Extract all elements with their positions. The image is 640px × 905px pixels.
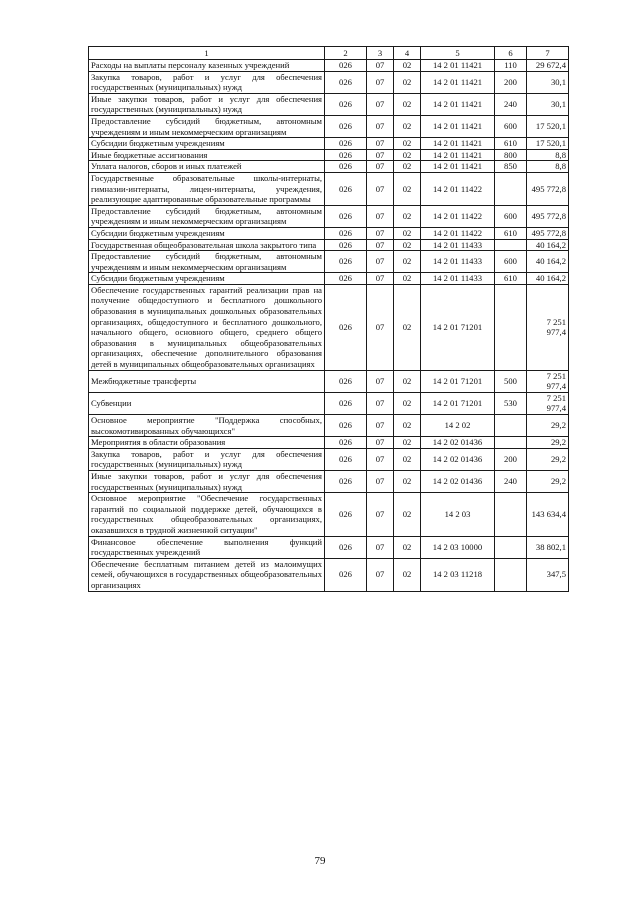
target-article-code: 14 2 01 11421 xyxy=(421,149,495,161)
column-header: 3 xyxy=(367,47,394,60)
ministry-code: 026 xyxy=(325,138,367,150)
target-article-code: 14 2 03 11218 xyxy=(421,558,495,591)
ministry-code: 026 xyxy=(325,437,367,449)
subsection-code: 02 xyxy=(394,470,421,492)
expense-type-code: 240 xyxy=(495,93,527,115)
table-row xyxy=(89,93,569,115)
table-row xyxy=(89,227,569,239)
table-row xyxy=(89,448,569,470)
subsection-code: 02 xyxy=(394,205,421,227)
subsection-code: 02 xyxy=(394,149,421,161)
expense-type-code: 600 xyxy=(495,205,527,227)
ministry-code: 026 xyxy=(325,149,367,161)
ministry-code: 026 xyxy=(325,93,367,115)
section-code: 07 xyxy=(367,71,394,93)
target-article-code: 14 2 03 10000 xyxy=(421,536,495,558)
amount: 7 251 977,4 xyxy=(527,370,569,392)
expense-type-code: 850 xyxy=(495,161,527,173)
table-row xyxy=(89,437,569,449)
ministry-code: 026 xyxy=(325,470,367,492)
expense-type-code: 240 xyxy=(495,470,527,492)
target-article-code: 14 2 01 11421 xyxy=(421,138,495,150)
subsection-code: 02 xyxy=(394,227,421,239)
subsection-code: 02 xyxy=(394,60,421,72)
expense-item-name: Государственная общеобразовательная школа закрытого типа xyxy=(89,239,325,251)
ministry-code: 026 xyxy=(325,251,367,273)
ministry-code: 026 xyxy=(325,370,367,392)
table-row xyxy=(89,251,569,273)
ministry-code: 026 xyxy=(325,172,367,205)
table-row xyxy=(89,115,569,137)
amount: 7 251 977,4 xyxy=(527,284,569,370)
amount: 8,8 xyxy=(527,149,569,161)
expense-type-code xyxy=(495,536,527,558)
amount: 17 520,1 xyxy=(527,138,569,150)
section-code: 07 xyxy=(367,205,394,227)
expense-item-name: Закупка товаров, работ и услуг для обеспечения государственных (муниципальных) нужд xyxy=(89,448,325,470)
expense-type-code: 530 xyxy=(495,392,527,414)
subsection-code: 02 xyxy=(394,437,421,449)
section-code: 07 xyxy=(367,138,394,150)
amount: 40 164,2 xyxy=(527,239,569,251)
expense-item-name: Основное мероприятие "Обеспечение государственных гарантий по социальной поддержке детей, обучающихся в государственных общеобразовательных организациях, оказавшихся в трудной жизненной ситуации" xyxy=(89,493,325,536)
table-row xyxy=(89,71,569,93)
amount: 29 672,4 xyxy=(527,60,569,72)
expense-type-code: 800 xyxy=(495,149,527,161)
section-code: 07 xyxy=(367,172,394,205)
section-code: 07 xyxy=(367,536,394,558)
section-code: 07 xyxy=(367,60,394,72)
section-code: 07 xyxy=(367,415,394,437)
table-row xyxy=(89,392,569,414)
table-row xyxy=(89,205,569,227)
target-article-code: 14 2 01 11421 xyxy=(421,71,495,93)
ministry-code: 026 xyxy=(325,71,367,93)
amount: 38 802,1 xyxy=(527,536,569,558)
amount: 29,2 xyxy=(527,470,569,492)
ministry-code: 026 xyxy=(325,273,367,285)
target-article-code: 14 2 03 xyxy=(421,493,495,536)
subsection-code: 02 xyxy=(394,392,421,414)
table-row xyxy=(89,470,569,492)
section-code: 07 xyxy=(367,470,394,492)
ministry-code: 026 xyxy=(325,536,367,558)
target-article-code: 14 2 01 11421 xyxy=(421,93,495,115)
target-article-code: 14 2 01 11433 xyxy=(421,273,495,285)
target-article-code: 14 2 01 71201 xyxy=(421,392,495,414)
section-code: 07 xyxy=(367,273,394,285)
ministry-code: 026 xyxy=(325,115,367,137)
expense-item-name: Предоставление субсидий бюджетным, автономным учреждениям и иным некоммерческим организациям xyxy=(89,115,325,137)
section-code: 07 xyxy=(367,437,394,449)
amount: 40 164,2 xyxy=(527,251,569,273)
section-code: 07 xyxy=(367,284,394,370)
expense-item-name: Субсидии бюджетным учреждениям xyxy=(89,138,325,150)
expense-type-code xyxy=(495,493,527,536)
expense-item-name: Предоставление субсидий бюджетным, автономным учреждениям и иным некоммерческим организациям xyxy=(89,251,325,273)
target-article-code: 14 2 01 71201 xyxy=(421,284,495,370)
amount: 8,8 xyxy=(527,161,569,173)
amount: 29,2 xyxy=(527,415,569,437)
expense-item-name: Иные закупки товаров, работ и услуг для обеспечения государственных (муниципальных) нужд xyxy=(89,93,325,115)
section-code: 07 xyxy=(367,227,394,239)
table-row xyxy=(89,161,569,173)
table-row xyxy=(89,239,569,251)
expense-type-code xyxy=(495,239,527,251)
column-header: 5 xyxy=(421,47,495,60)
target-article-code: 14 2 01 11421 xyxy=(421,161,495,173)
subsection-code: 02 xyxy=(394,493,421,536)
budget-table xyxy=(88,46,569,592)
section-code: 07 xyxy=(367,115,394,137)
table-row xyxy=(89,138,569,150)
subsection-code: 02 xyxy=(394,415,421,437)
target-article-code: 14 2 02 01436 xyxy=(421,470,495,492)
table-body xyxy=(89,47,569,592)
expense-type-code: 500 xyxy=(495,370,527,392)
expense-item-name: Иные закупки товаров, работ и услуг для обеспечения государственных (муниципальных) нужд xyxy=(89,470,325,492)
subsection-code: 02 xyxy=(394,284,421,370)
subsection-code: 02 xyxy=(394,370,421,392)
section-code: 07 xyxy=(367,239,394,251)
subsection-code: 02 xyxy=(394,138,421,150)
page-number: 79 xyxy=(314,855,326,867)
ministry-code: 026 xyxy=(325,60,367,72)
section-code: 07 xyxy=(367,558,394,591)
subsection-code: 02 xyxy=(394,93,421,115)
expense-type-code xyxy=(495,415,527,437)
target-article-code: 14 2 01 11433 xyxy=(421,239,495,251)
table-header-row xyxy=(89,47,569,60)
column-header: 4 xyxy=(394,47,421,60)
expense-item-name: Мероприятия в области образования xyxy=(89,437,325,449)
column-header: 7 xyxy=(527,47,569,60)
section-code: 07 xyxy=(367,251,394,273)
ministry-code: 026 xyxy=(325,239,367,251)
table-row xyxy=(89,172,569,205)
subsection-code: 02 xyxy=(394,558,421,591)
ministry-code: 026 xyxy=(325,205,367,227)
expense-item-name: Межбюджетные трансферты xyxy=(89,370,325,392)
column-header: 2 xyxy=(325,47,367,60)
table-row xyxy=(89,558,569,591)
amount: 29,2 xyxy=(527,437,569,449)
subsection-code: 02 xyxy=(394,536,421,558)
expense-type-code xyxy=(495,437,527,449)
amount: 7 251 977,4 xyxy=(527,392,569,414)
amount: 30,1 xyxy=(527,71,569,93)
subsection-code: 02 xyxy=(394,448,421,470)
amount: 40 164,2 xyxy=(527,273,569,285)
expense-type-code: 600 xyxy=(495,115,527,137)
table-row xyxy=(89,370,569,392)
expense-type-code xyxy=(495,558,527,591)
section-code: 07 xyxy=(367,448,394,470)
expense-item-name: Государственные образовательные школы-интернаты, гимназии-интернаты, лицеи-интернаты, учреждения, реализующие адаптированные образовательные программы xyxy=(89,172,325,205)
target-article-code: 14 2 02 01436 xyxy=(421,437,495,449)
section-code: 07 xyxy=(367,392,394,414)
expense-type-code: 200 xyxy=(495,448,527,470)
expense-type-code: 110 xyxy=(495,60,527,72)
amount: 30,1 xyxy=(527,93,569,115)
subsection-code: 02 xyxy=(394,251,421,273)
ministry-code: 026 xyxy=(325,448,367,470)
expense-item-name: Уплата налогов, сборов и иных платежей xyxy=(89,161,325,173)
expense-item-name: Расходы на выплаты персоналу казенных учреждений xyxy=(89,60,325,72)
target-article-code: 14 2 01 11422 xyxy=(421,205,495,227)
ministry-code: 026 xyxy=(325,392,367,414)
ministry-code: 026 xyxy=(325,415,367,437)
target-article-code: 14 2 01 11422 xyxy=(421,227,495,239)
target-article-code: 14 2 01 11433 xyxy=(421,251,495,273)
expense-type-code: 610 xyxy=(495,138,527,150)
table-row xyxy=(89,493,569,536)
section-code: 07 xyxy=(367,493,394,536)
expense-type-code: 200 xyxy=(495,71,527,93)
table-row xyxy=(89,536,569,558)
expense-type-code: 600 xyxy=(495,251,527,273)
table-row xyxy=(89,415,569,437)
expense-type-code xyxy=(495,284,527,370)
amount: 495 772,8 xyxy=(527,227,569,239)
expense-item-name: Финансовое обеспечение выполнения функций государственных учреждений xyxy=(89,536,325,558)
expense-item-name: Субсидии бюджетным учреждениям xyxy=(89,273,325,285)
ministry-code: 026 xyxy=(325,493,367,536)
amount: 29,2 xyxy=(527,448,569,470)
subsection-code: 02 xyxy=(394,172,421,205)
subsection-code: 02 xyxy=(394,115,421,137)
expense-item-name: Основное мероприятие "Поддержка способных, высокомотивированных обучающихся" xyxy=(89,415,325,437)
amount: 17 520,1 xyxy=(527,115,569,137)
section-code: 07 xyxy=(367,370,394,392)
expense-item-name: Субсидии бюджетным учреждениям xyxy=(89,227,325,239)
table-row xyxy=(89,273,569,285)
expense-type-code: 610 xyxy=(495,227,527,239)
amount: 495 772,8 xyxy=(527,172,569,205)
subsection-code: 02 xyxy=(394,71,421,93)
ministry-code: 026 xyxy=(325,558,367,591)
expense-item-name: Закупка товаров, работ и услуг для обеспечения государственных (муниципальных) нужд xyxy=(89,71,325,93)
amount: 495 772,8 xyxy=(527,205,569,227)
section-code: 07 xyxy=(367,93,394,115)
target-article-code: 14 2 02 xyxy=(421,415,495,437)
column-header: 1 xyxy=(89,47,325,60)
ministry-code: 026 xyxy=(325,284,367,370)
expense-item-name: Обеспечение бесплатным питанием детей из малоимущих семей, обучающихся в государственных общеобразовательных организациях xyxy=(89,558,325,591)
target-article-code: 14 2 02 01436 xyxy=(421,448,495,470)
expense-item-name: Предоставление субсидий бюджетным, автономным учреждениям и иным некоммерческим организациям xyxy=(89,205,325,227)
expense-type-code: 610 xyxy=(495,273,527,285)
target-article-code: 14 2 01 11422 xyxy=(421,172,495,205)
section-code: 07 xyxy=(367,161,394,173)
expense-type-code xyxy=(495,172,527,205)
target-article-code: 14 2 01 11421 xyxy=(421,60,495,72)
target-article-code: 14 2 01 71201 xyxy=(421,370,495,392)
ministry-code: 026 xyxy=(325,161,367,173)
target-article-code: 14 2 01 11421 xyxy=(421,115,495,137)
table-row xyxy=(89,149,569,161)
expense-item-name: Иные бюджетные ассигнования xyxy=(89,149,325,161)
section-code: 07 xyxy=(367,149,394,161)
expense-item-name: Обеспечение государственных гарантий реализации прав на получение общедоступного и бесплатного дошкольного образования в муниципальных дошкольных образовательных организациях, общедоступного и бесплатного дошкольного, начального общего, основного общего, среднего общего образования в муниципальных общеобразовательных организациях, обеспечение дополнительного образования детей в муниципальных общеобразовательных организациях xyxy=(89,284,325,370)
subsection-code: 02 xyxy=(394,239,421,251)
subsection-code: 02 xyxy=(394,161,421,173)
table-row xyxy=(89,60,569,72)
ministry-code: 026 xyxy=(325,227,367,239)
expense-item-name: Субвенции xyxy=(89,392,325,414)
column-header: 6 xyxy=(495,47,527,60)
amount: 143 634,4 xyxy=(527,493,569,536)
subsection-code: 02 xyxy=(394,273,421,285)
amount: 347,5 xyxy=(527,558,569,591)
table-row xyxy=(89,284,569,370)
